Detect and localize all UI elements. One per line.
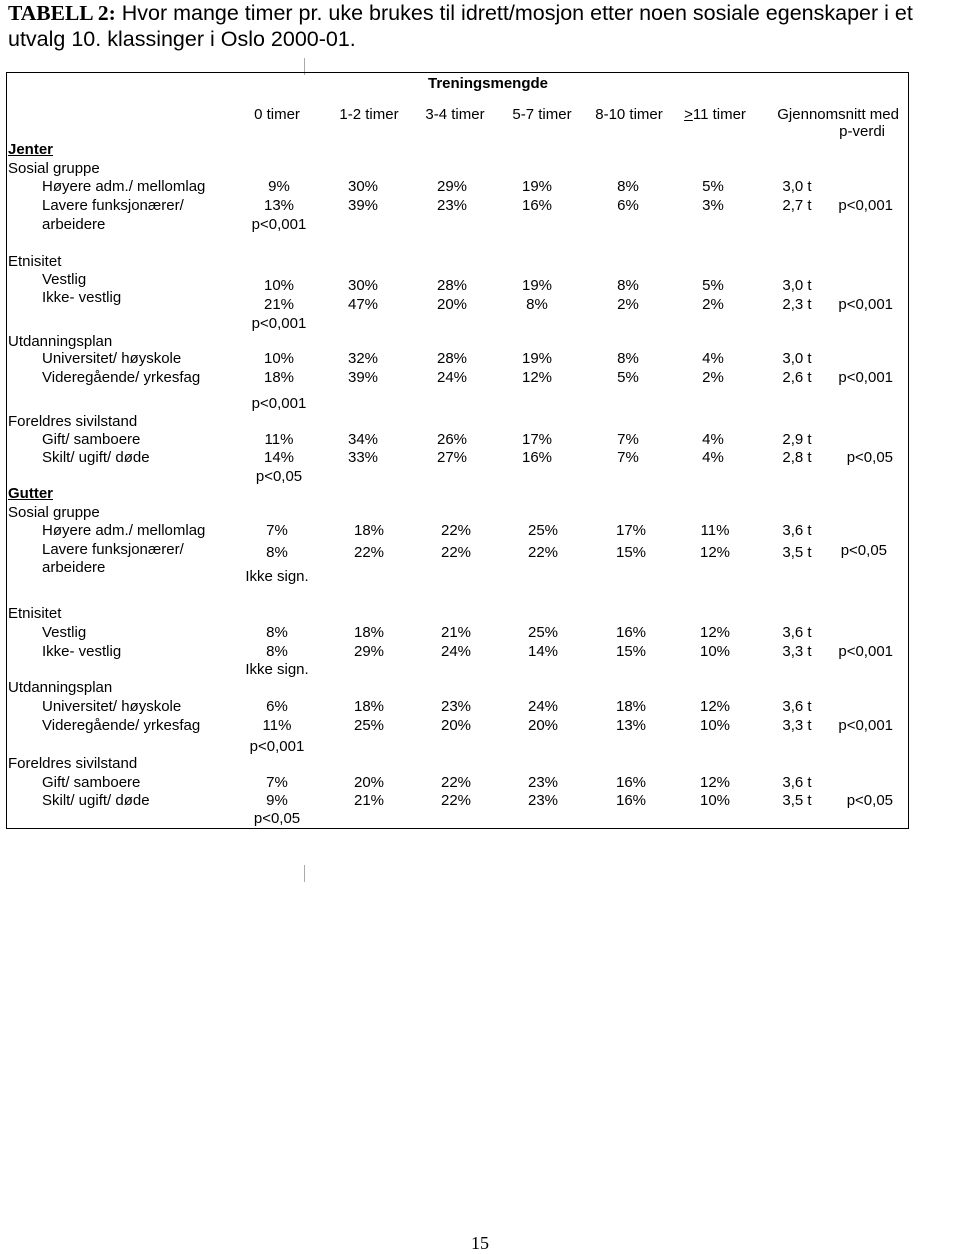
mean-cell: 3,3 t (782, 643, 812, 660)
chi-p-value: p<0,05 (255, 468, 303, 485)
cell: 47% (347, 296, 379, 313)
p-value: p<0,001 (838, 643, 893, 660)
section-jenter: Jenter (8, 141, 54, 158)
mean-cell: 3,0 t (782, 277, 812, 294)
cell: 33% (347, 449, 379, 466)
p-value: p<0,05 (846, 792, 893, 809)
cell: 19% (521, 178, 553, 195)
chi-p-value: p<0,001 (249, 738, 305, 755)
cell: 22% (440, 792, 472, 809)
group-label: Utdanningsplan (8, 333, 113, 350)
cell: 4% (702, 431, 724, 448)
cell: 7% (266, 774, 288, 791)
cell: 25% (527, 624, 559, 641)
cell: 4% (702, 449, 724, 466)
row-label-cont: arbeidere (42, 216, 106, 233)
cell: 2% (617, 296, 639, 313)
cell: 10% (699, 792, 731, 809)
mean-cell: 3,5 t (782, 792, 812, 809)
cell: 29% (353, 643, 385, 660)
cell: 27% (436, 449, 468, 466)
bottom-column-marker (304, 865, 305, 882)
cell: 18% (353, 522, 385, 539)
row-label: Videregående/ yrkesfag (42, 717, 201, 734)
row-label: Ikke- vestlig (42, 289, 122, 306)
cell: 25% (353, 717, 385, 734)
col-header-4: 8-10 timer (595, 106, 663, 123)
col-header-pvalue: p-verdi (839, 123, 885, 140)
chi-p-value: p<0,001 (251, 315, 307, 332)
table-title (8, 0, 958, 52)
cell: 30% (347, 178, 379, 195)
table-number: TABELL 2: (8, 1, 116, 25)
mean-cell: 2,8 t (782, 449, 812, 466)
cell: 8% (266, 544, 288, 561)
cell: 24% (440, 643, 472, 660)
cell: 30% (347, 277, 379, 294)
mean-cell: 2,6 t (782, 369, 812, 386)
cell: 8% (526, 296, 548, 313)
cell: 17% (521, 431, 553, 448)
cell: 22% (353, 544, 385, 561)
cell: 8% (617, 178, 639, 195)
row-label-cont: arbeidere (42, 559, 106, 576)
mean-cell: 3,5 t (782, 544, 812, 561)
p-value: p<0,05 (840, 542, 887, 559)
chi-p-value: p<0,05 (253, 810, 301, 827)
cell: 23% (436, 197, 468, 214)
cell: 10% (263, 277, 295, 294)
cell: 22% (440, 774, 472, 791)
cell: 10% (263, 350, 295, 367)
table-caption: Hvor mange timer pr. uke brukes til idrett/mosjon etter noen sosiale egenskaper i et utvalg 10. klassinger i Oslo 2000-01. (8, 1, 913, 51)
cell: 3% (702, 197, 724, 214)
cell: 11% (264, 431, 294, 448)
p-value: p<0,05 (846, 449, 893, 466)
cell: 12% (699, 698, 731, 715)
cell: 14% (527, 643, 559, 660)
section-gutter: Gutter (8, 485, 53, 502)
cell: 8% (266, 624, 288, 641)
cell: 24% (527, 698, 559, 715)
cell: 5% (702, 277, 724, 294)
mean-cell: 3,6 t (782, 774, 812, 791)
cell: 15% (615, 643, 647, 660)
cell: 11% (700, 522, 730, 539)
cell: 6% (266, 698, 288, 715)
cell: 2% (702, 296, 724, 313)
cell: 25% (527, 522, 559, 539)
col-header-3: 5-7 timer (512, 106, 572, 123)
header-treningsmengde: Treningsmengde (427, 75, 549, 92)
cell: 12% (521, 369, 553, 386)
group-label: Sosial gruppe (8, 504, 100, 521)
row-label: Vestlig (42, 271, 87, 288)
cell: 16% (521, 197, 553, 214)
cell: 8% (266, 643, 288, 660)
cell: 29% (436, 178, 468, 195)
cell: 16% (615, 624, 647, 641)
cell: 19% (521, 350, 553, 367)
cell: 20% (527, 717, 559, 734)
geq-symbol: > (684, 106, 693, 123)
mean-cell: 2,3 t (782, 296, 812, 313)
p-value: p<0,001 (838, 197, 893, 214)
p-value: p<0,001 (838, 296, 893, 313)
mean-cell: 3,6 t (782, 522, 812, 539)
cell: 24% (436, 369, 468, 386)
cell: 16% (615, 774, 647, 791)
cell: 12% (699, 544, 731, 561)
cell: 39% (347, 369, 379, 386)
col-header-mean: Gjennomsnitt med (777, 106, 899, 123)
mean-cell: 3,6 t (782, 698, 812, 715)
cell: 34% (347, 431, 379, 448)
cell: 20% (440, 717, 472, 734)
cell: 4% (702, 350, 724, 367)
cell: 18% (353, 624, 385, 641)
col-header-2: 3-4 timer (425, 106, 485, 123)
cell: 7% (266, 522, 288, 539)
cell: 32% (347, 350, 379, 367)
cell: 26% (436, 431, 468, 448)
row-label: Videregående/ yrkesfag (42, 369, 201, 386)
group-label: Foreldres sivilstand (8, 413, 138, 430)
chi-p-value: Ikke sign. (245, 568, 309, 585)
row-label: Gift/ samboere (42, 774, 141, 791)
cell: 21% (263, 296, 295, 313)
group-label: Etnisitet (8, 253, 62, 270)
cell: 18% (353, 698, 385, 715)
cell: 8% (617, 277, 639, 294)
cell: 16% (521, 449, 553, 466)
row-label: Lavere funksjonærer/ (42, 197, 184, 214)
mean-cell: 2,9 t (782, 431, 812, 448)
group-label: Foreldres sivilstand (8, 755, 138, 772)
group-label: Etnisitet (8, 605, 62, 622)
cell: 28% (436, 277, 468, 294)
cell: 13% (263, 197, 295, 214)
col-header-1: 1-2 timer (339, 106, 399, 123)
row-label: Lavere funksjonærer/ (42, 541, 184, 558)
cell: 23% (440, 698, 472, 715)
cell: 21% (353, 792, 385, 809)
cell: 8% (617, 350, 639, 367)
row-label: Universitet/ høyskole (42, 350, 182, 367)
group-label: Utdanningsplan (8, 679, 113, 696)
cell: 5% (702, 178, 724, 195)
cell: 9% (268, 178, 290, 195)
row-label: Høyere adm./ mellomlag (42, 522, 206, 539)
mean-cell: 3,0 t (782, 350, 812, 367)
mean-cell: 3,6 t (782, 624, 812, 641)
cell: 11% (262, 717, 292, 734)
row-label: Skilt/ ugift/ døde (42, 449, 150, 466)
cell: 9% (266, 792, 288, 809)
row-label: Gift/ samboere (42, 431, 141, 448)
cell: 6% (617, 197, 639, 214)
cell: 13% (615, 717, 647, 734)
cell: 39% (347, 197, 379, 214)
cell: 23% (527, 792, 559, 809)
mean-cell: 3,3 t (782, 717, 812, 734)
chi-p-value: Ikke sign. (245, 661, 309, 678)
row-label: Skilt/ ugift/ døde (42, 792, 150, 809)
cell: 22% (440, 544, 472, 561)
cell: 16% (615, 792, 647, 809)
group-label: Sosial gruppe (8, 160, 100, 177)
cell: 5% (617, 369, 639, 386)
chi-p-value: p<0,001 (251, 216, 307, 233)
cell: 28% (436, 350, 468, 367)
p-value: p<0,001 (838, 369, 893, 386)
chi-p-value: p<0,001 (251, 395, 307, 412)
cell: 19% (521, 277, 553, 294)
cell: 18% (615, 698, 647, 715)
p-value: p<0,001 (838, 717, 893, 734)
row-label: Universitet/ høyskole (42, 698, 182, 715)
cell: 20% (436, 296, 468, 313)
cell: 10% (699, 643, 731, 660)
cell: 17% (615, 522, 647, 539)
cell: 20% (353, 774, 385, 791)
col-header-5: >11 timer (684, 106, 746, 123)
cell: 14% (263, 449, 295, 466)
mean-cell: 2,7 t (782, 197, 812, 214)
cell: 12% (699, 624, 731, 641)
cell: 21% (440, 624, 472, 641)
cell: 7% (617, 431, 639, 448)
col-header-0: 0 timer (254, 106, 300, 123)
row-label: Ikke- vestlig (42, 643, 122, 660)
mean-cell: 3,0 t (782, 178, 812, 195)
page-number: 15 (471, 1233, 489, 1253)
data-table (6, 72, 909, 829)
cell: 10% (699, 717, 731, 734)
cell: 22% (527, 544, 559, 561)
row-label: Vestlig (42, 624, 87, 641)
cell: 18% (263, 369, 295, 386)
cell: 22% (440, 522, 472, 539)
cell: 2% (702, 369, 724, 386)
row-label: Høyere adm./ mellomlag (42, 178, 206, 195)
cell: 7% (617, 449, 639, 466)
cell: 15% (615, 544, 647, 561)
cell: 12% (699, 774, 731, 791)
cell: 23% (527, 774, 559, 791)
